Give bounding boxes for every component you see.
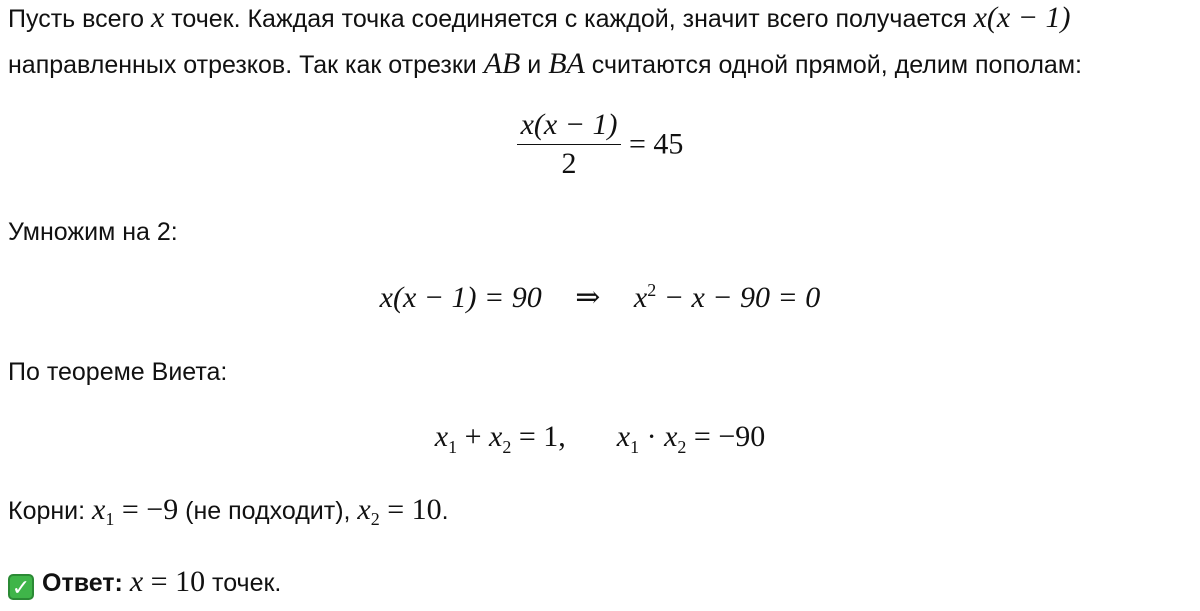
implies-arrow: ⇒ — [575, 281, 601, 314]
roots-label: Корни: — [8, 497, 93, 525]
expr-segments: x(x − 1) — [973, 1, 1071, 34]
plus: + — [457, 420, 489, 453]
answer-line — [8, 566, 281, 600]
subscript: 1 — [105, 509, 115, 529]
check-mark-button-icon: ✓ — [8, 574, 34, 600]
equation-left: x(x − 1) = 90 — [379, 281, 542, 314]
var-x: x — [129, 565, 144, 598]
var-x: x — [357, 493, 371, 526]
segment-ba: BA — [548, 47, 585, 80]
sum-rhs: = 1, — [511, 420, 566, 453]
var-x: x — [664, 420, 678, 453]
fraction — [517, 108, 622, 181]
equation-vieta — [0, 420, 1200, 458]
paragraph-4 — [8, 356, 227, 388]
product-rhs: = −90 — [686, 420, 766, 453]
answer-unit: точек. — [205, 569, 282, 597]
segment-ab: AB — [483, 47, 521, 80]
paragraph-1 — [8, 2, 1070, 35]
text: считаются одной прямой, делим пополам: — [584, 51, 1082, 79]
subscript: 2 — [370, 509, 380, 529]
fraction-numerator: x(x − 1) — [517, 108, 622, 145]
text: Умножим на 2: — [8, 218, 178, 246]
subscript: 1 — [448, 437, 458, 457]
answer-value: = 10 — [143, 565, 206, 598]
text: точек. Каждая точка соединяется с каждой, значит всего получается — [164, 5, 974, 33]
subscript: 2 — [677, 437, 687, 457]
dot: · — [639, 420, 665, 453]
paragraph-roots — [8, 494, 449, 535]
text: направленных отрезков. Так как отрезки — [8, 51, 484, 79]
exponent: 2 — [647, 280, 657, 300]
root-value-1: = −9 — [114, 493, 179, 526]
var-x: x — [616, 420, 631, 453]
answer-label: Ответ: — [42, 569, 123, 597]
paragraph-2 — [8, 48, 1082, 81]
text: и — [520, 51, 549, 79]
subscript: 1 — [630, 437, 640, 457]
var-x: x — [489, 420, 503, 453]
root-value-2: = 10 — [379, 493, 442, 526]
equation-rhs: = 45 — [628, 127, 684, 161]
equation-quadratic — [0, 280, 1200, 315]
var-x: x — [150, 1, 165, 34]
equation-right-rest: − x − 90 = 0 — [656, 281, 821, 314]
period: . — [441, 497, 449, 525]
equation-right-var: x — [633, 281, 648, 314]
text: Пусть всего — [8, 5, 151, 33]
subscript: 2 — [502, 437, 512, 457]
root-note: (не подходит), — [178, 497, 358, 525]
var-x: x — [434, 420, 449, 453]
text: По теореме Виета: — [8, 358, 228, 386]
paragraph-3 — [8, 216, 178, 248]
fraction-denominator: 2 — [561, 147, 577, 180]
equation-fraction — [0, 108, 1200, 181]
var-x: x — [92, 493, 106, 526]
